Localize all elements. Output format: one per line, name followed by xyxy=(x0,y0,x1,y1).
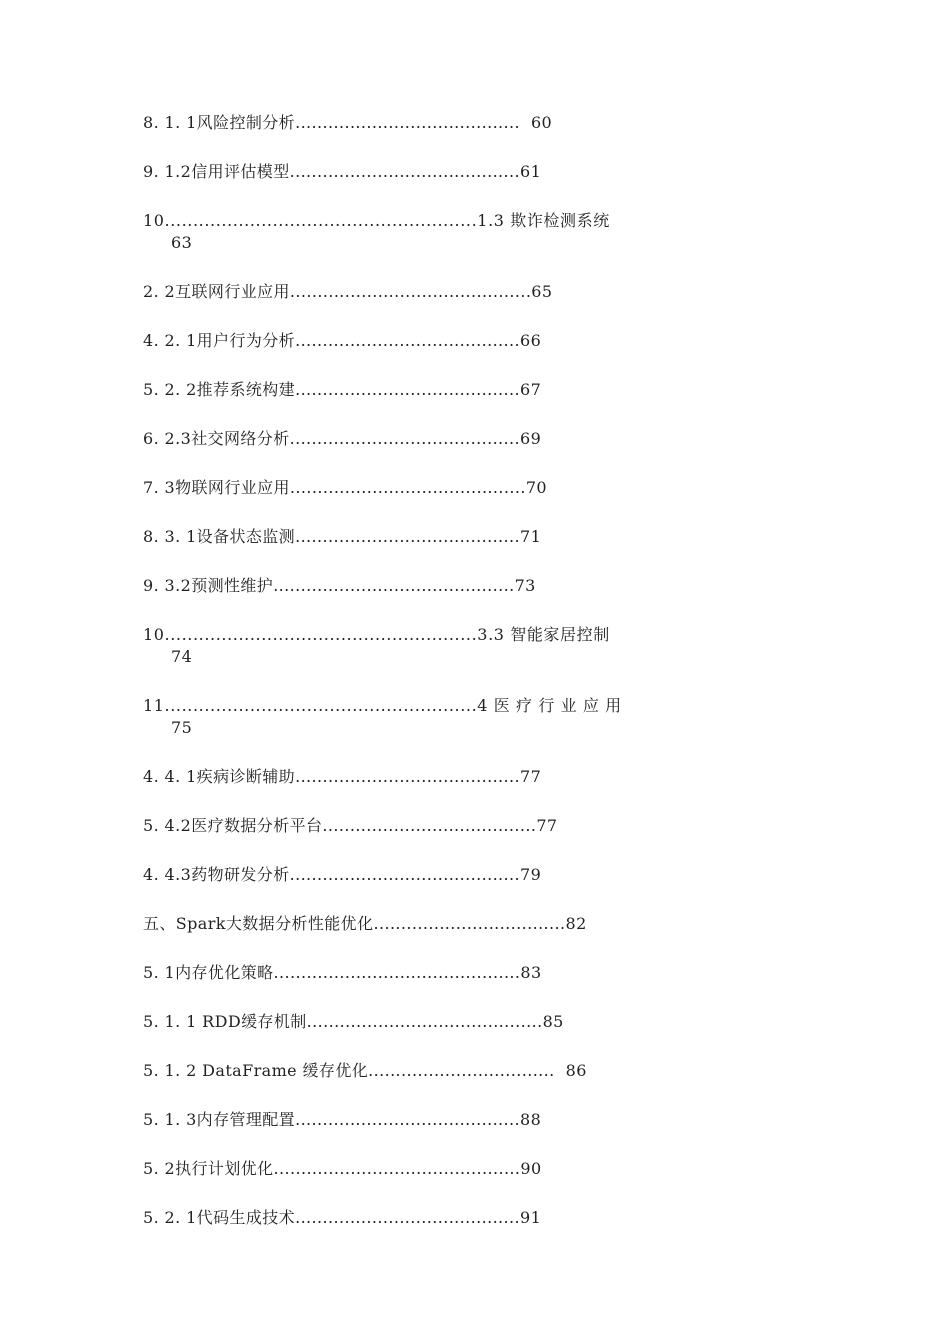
toc-entry: 2. 2互联网行业应用............................................65 xyxy=(143,282,553,301)
toc-entry: 5. 2执行计划优化.............................................90 xyxy=(143,1159,542,1178)
toc-entry: 11.......................................................4 医 疗 行 业 应 用 xyxy=(143,696,622,715)
toc-entry-page: 75 xyxy=(171,718,193,737)
toc-entry: 10.......................................................3.3 智能家居控制 xyxy=(143,625,610,644)
toc-entry-page: 63 xyxy=(171,233,193,252)
toc-entry: 8. 3. 1设备状态监测.........................................71 xyxy=(143,527,542,546)
toc-entry: 9. 1.2信用评估模型..........................................61 xyxy=(143,162,542,181)
toc-entry: 5. 4.2医疗数据分析平台.......................................77 xyxy=(143,816,558,835)
toc-entry: 6. 2.3社交网络分析..........................................69 xyxy=(143,429,542,448)
toc-entry-page: 74 xyxy=(171,647,193,666)
toc-entry: 4. 4. 1疾病诊断辅助.........................................77 xyxy=(143,767,542,786)
toc-entry: 9. 3.2预测性维护............................................73 xyxy=(143,576,536,595)
toc-entry: 5. 1内存优化策略.............................................83 xyxy=(143,963,542,982)
toc-entry: 5. 1. 2 DataFrame 缓存优化.................................. 86 xyxy=(143,1061,587,1080)
toc-entry: 5. 1. 1 RDD缓存机制...........................................85 xyxy=(143,1012,564,1031)
toc-entry: 7. 3物联网行业应用...........................................70 xyxy=(143,478,547,497)
toc-entry: 8. 1. 1风险控制分析......................................... 60 xyxy=(143,113,553,132)
toc-entry: 5. 2. 2推荐系统构建.........................................67 xyxy=(143,380,542,399)
toc-entry: 10.......................................................1.3 欺诈检测系统 xyxy=(143,211,610,230)
toc-entry: 4. 2. 1用户行为分析.........................................66 xyxy=(143,331,542,350)
toc-entry: 4. 4.3药物研发分析..........................................79 xyxy=(143,865,542,884)
toc-entry: 五、Spark大数据分析性能优化...................................82 xyxy=(143,914,587,933)
toc-entry: 5. 1. 3内存管理配置.........................................88 xyxy=(143,1110,542,1129)
toc-entry: 5. 2. 1代码生成技术.........................................91 xyxy=(143,1208,542,1227)
